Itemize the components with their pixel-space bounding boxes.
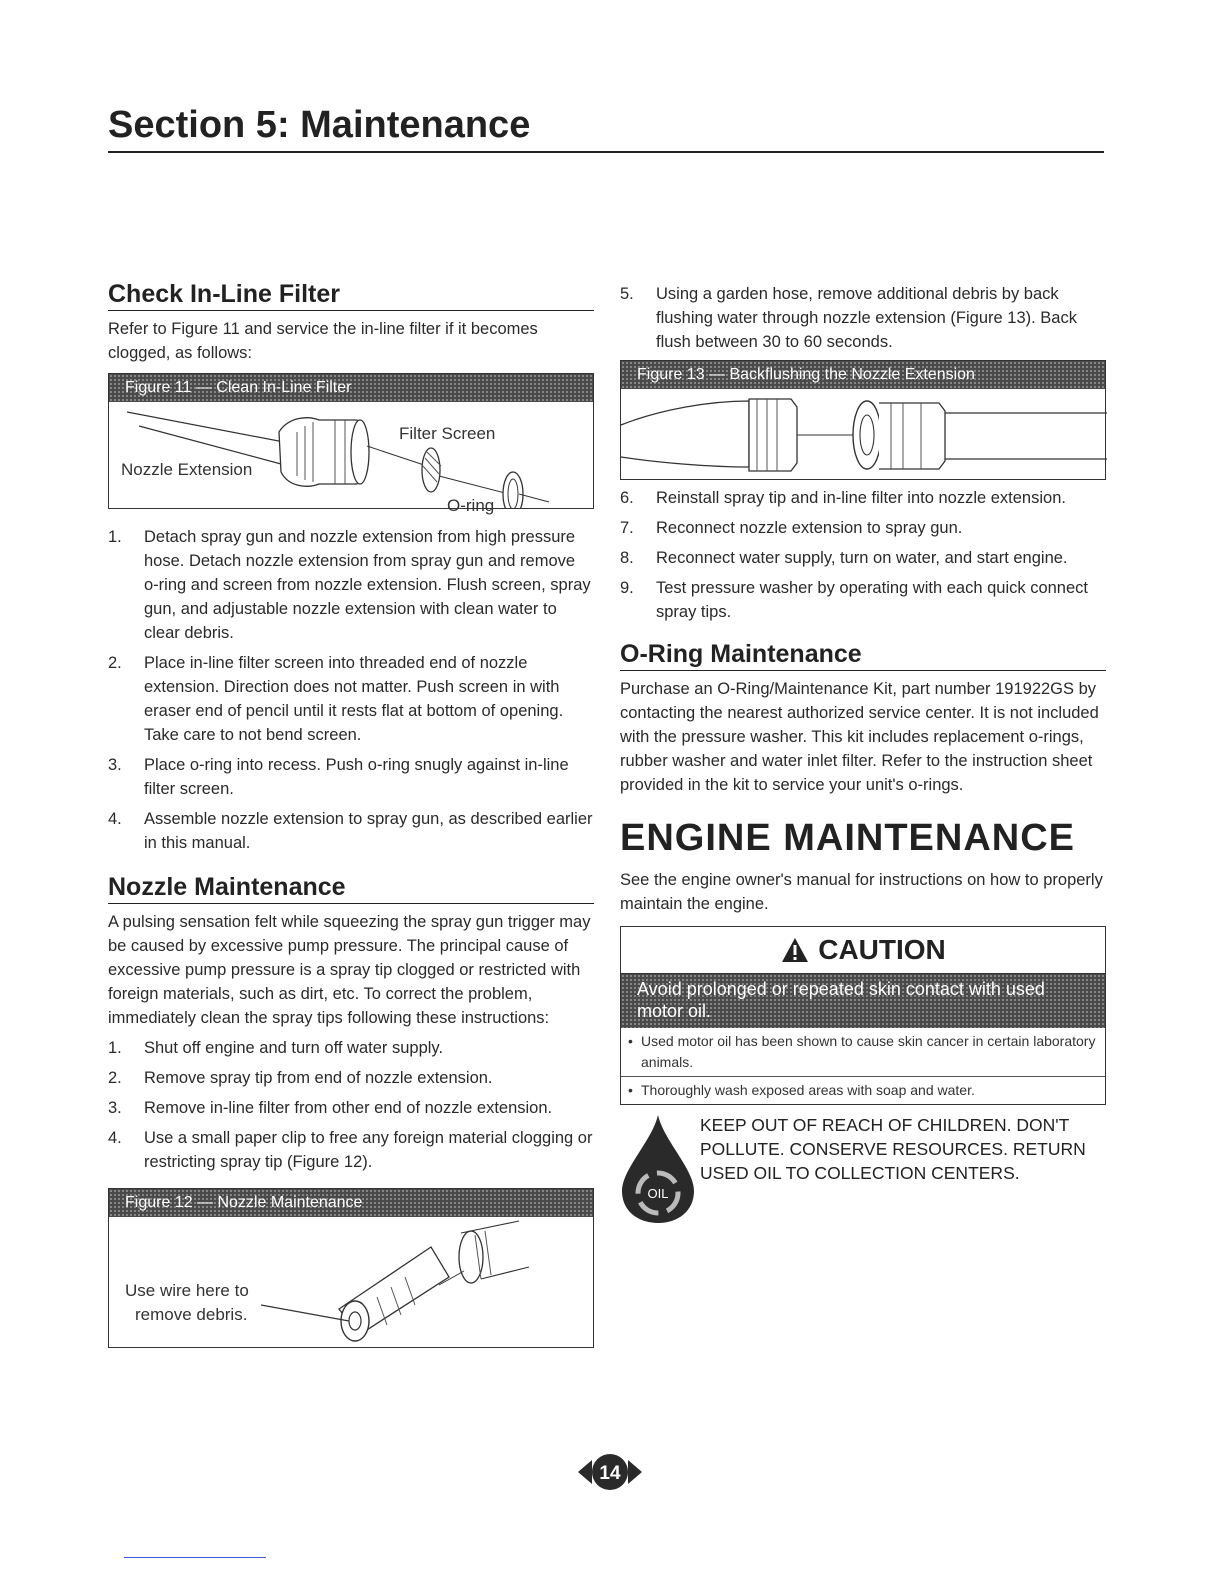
engine-maintenance-heading: ENGINE MAINTENANCE [620,817,1076,859]
list-item: 3. Place o-ring into recess. Push o-ring snugly against in-line filter screen. [108,756,569,798]
list-item: 4. Assemble nozzle extension to spray gun, as described earlier in this manual. [108,810,593,852]
list-item: 5. Using a garden hose, remove additional debris by back flushing water through nozzle extension (Figure 13). Back flush between 30 to 60 seconds. [620,285,1077,351]
figure-12 [108,1188,594,1348]
caution-header [621,927,1105,974]
warning-triangle-icon [780,936,810,964]
oil-recycle-icon [620,1113,696,1225]
nozzle-intro: A pulsing sensation felt while squeezing the spray gun trigger may be caused by excessive pump pressure. The principal cause of excessive pump pressure is a spray tip clogged or restricted with foreign materials, such as dirt, etc. To correct the problem, immediately clean the spray tips following these instructions: [108,913,591,1027]
list-item: 2. Remove spray tip from end of nozzle extension. [108,1069,493,1087]
backflush-drawing [621,389,1107,479]
caution-title: CAUTION [818,934,946,965]
figure-12-caption: Figure 12 — Nozzle Maintenance [109,1189,593,1217]
oring-text: Purchase an O-Ring/Maintenance Kit, part number 191922GS by contacting the nearest authorized service center. It is not included with the pressure washer. This kit includes replacement o-rings, rubber washer and water inlet filter. Refer to the instruction sheet provided in the kit to service your unit's o-rings. [620,680,1099,794]
oring-label: O-ring [447,496,495,515]
list-item: 1. Shut off engine and turn off water supply. [108,1039,444,1057]
wire-label: Use wire here to remove debris. [125,1281,249,1324]
figure-11 [108,373,594,515]
caution-list [621,1028,1105,1104]
figure-11-caption: Figure 11 — Clean In-Line Filter [109,374,593,402]
right-column [620,282,1106,1233]
filter-screen-label: Filter Screen [399,424,496,443]
inline-filter-heading: Check In-Line Filter [108,280,594,311]
nozzle-filter-drawing [109,402,595,508]
figure-13 [620,360,1106,480]
inline-filter-steps [108,525,594,855]
inline-filter-steps-continued [620,282,1106,354]
figure-13-caption: Figure 13 — Backflushing the Nozzle Extension [621,361,1105,389]
left-column [108,280,594,1348]
page-title: Section 5: Maintenance [108,104,531,146]
page-number: 14 [599,1463,621,1484]
list-item: • Thoroughly wash exposed areas with soap and water. [621,1076,1105,1104]
list-item: 9. Test pressure washer by operating with each quick connect spray tips. [620,579,1088,621]
recycle-text: KEEP OUT OF REACH OF CHILDREN. DON'T POLLUTE. CONSERVE RESOURCES. RETURN USED OIL TO COLLECTION CENTERS. [700,1115,1086,1183]
page-number-arrow-icon [578,1452,642,1492]
engine-text: See the engine owner's manual for instructions on how to properly maintain the engine. [620,871,1103,913]
oil-icon-label: OIL [647,1186,669,1201]
list-item: 1. Detach spray gun and nozzle extension from high pressure hose. Detach nozzle extension from spray gun and remove o-ring and screen from nozzle extension. Flush screen, spray gun, and adjustable nozzle extension with clean water to clear debris. [108,528,591,642]
nozzle-steps [108,1036,594,1174]
figure-12-body [109,1217,593,1347]
footer-link-line [124,1557,266,1558]
recycle-notice [620,1113,1106,1233]
figure-11-body [109,402,593,515]
list-item: 8. Reconnect water supply, turn on water, and start engine. [620,549,1068,567]
list-item: 2. Place in-line filter screen into threaded end of nozzle extension. Direction does not matter. Push screen in with eraser end of pencil until it rests flat at bottom of opening. Take care to not bend screen. [108,654,564,744]
nozzle-maintenance-heading: Nozzle Maintenance [108,873,594,904]
list-item: 3. Remove in-line filter from other end of nozzle extension. [108,1099,553,1117]
list-item: 4. Use a small paper clip to free any foreign material clogging or restricting spray tip (Figure 12). [108,1129,593,1171]
caution-box [620,926,1106,1105]
title-rule [108,151,1104,153]
list-item: • Used motor oil has been shown to cause skin cancer in certain laboratory animals. [628,1033,1096,1070]
page-number-badge [578,1452,642,1497]
list-item: 6. Reinstall spray tip and in-line filter into nozzle extension. [620,489,1066,507]
inline-filter-steps-final [620,486,1106,624]
figure-13-body [621,389,1105,479]
nozzle-extension-label: Nozzle Extension [121,460,253,479]
inline-filter-intro: Refer to Figure 11 and service the in-line filter if it becomes clogged, as follows: [108,320,538,362]
caution-warning: Avoid prolonged or repeated skin contact with used motor oil. [621,974,1105,1028]
oring-maintenance-heading: O-Ring Maintenance [620,640,1106,671]
list-item: 7. Reconnect nozzle extension to spray gun. [620,519,963,537]
